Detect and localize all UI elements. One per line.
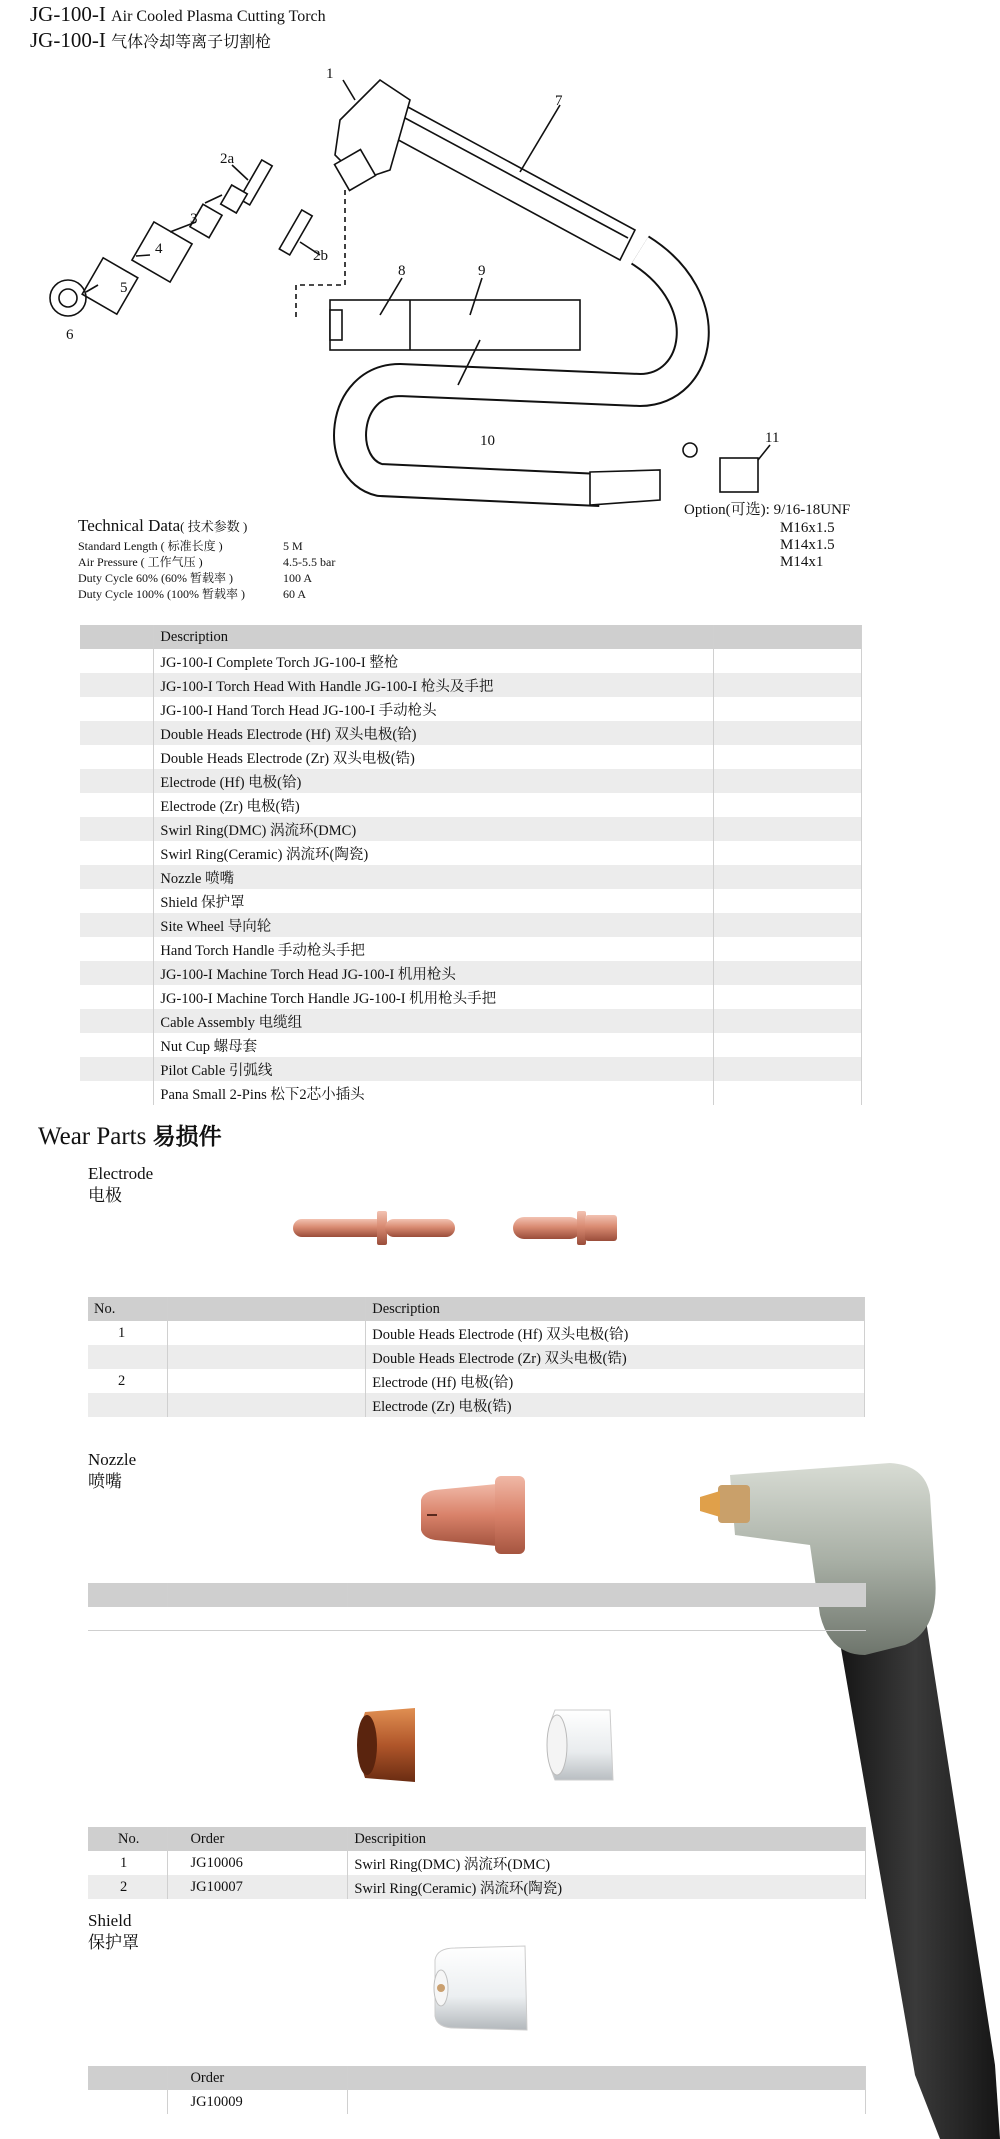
torch-head-photo (730, 1463, 936, 1655)
tech-key: Standard Length ( 标准长度 ) (78, 539, 223, 553)
row-description: Double Heads Electrode (Hf) 双头电极(铪) (366, 1321, 865, 1345)
shield-label-cn: 保护罩 (88, 1933, 139, 1952)
table-row (80, 937, 862, 961)
tech-title-cn: ( 技术参数 ) (180, 519, 248, 534)
row-description: Double Heads Electrode (Zr) 双头电极(锆) (366, 1345, 865, 1369)
shield-label (88, 1910, 139, 1954)
table-header-row (88, 1827, 866, 1851)
title-cn (30, 28, 271, 53)
tech-row (78, 570, 335, 586)
wear-parts-en: Wear Parts (38, 1123, 147, 1150)
row-description: Electrode (Zr) 电极(锆) (366, 1393, 865, 1417)
table-header-row (88, 1297, 865, 1321)
row-order: JG10006 (168, 1851, 348, 1875)
callout-3: 3 (190, 211, 198, 227)
table-row (80, 1033, 862, 1057)
nut-cup-shape (720, 458, 758, 492)
swirl-ring-table (88, 1827, 866, 1899)
torch-handle-shape (380, 100, 635, 260)
table-row (88, 1851, 866, 1875)
column-header-no: No. (88, 1827, 168, 1851)
table-row (80, 673, 862, 697)
callout-7: 7 (555, 93, 563, 109)
tech-key: Duty Cycle 100% (100% 暂载率 ) (78, 587, 245, 601)
callout-10: 10 (480, 433, 495, 449)
row-description: Hand Torch Handle 手动枪头手把 (154, 937, 714, 961)
table-header-row (88, 1583, 866, 1607)
row-description: Electrode (Zr) 电极(锆) (154, 793, 714, 817)
title-en-text: Air Cooled Plasma Cutting Torch (111, 8, 326, 25)
table-row (80, 865, 862, 889)
electrode-label (88, 1163, 153, 1207)
shield-table (88, 2066, 866, 2114)
option-block (684, 502, 850, 519)
table-row (80, 961, 862, 985)
table-row (80, 1057, 862, 1081)
table-row (88, 1393, 865, 1417)
row-description: Cable Assembly 电缆组 (154, 1009, 714, 1033)
row-description: Electrode (Hf) 电极(铪) (366, 1369, 865, 1393)
row-no: 2 (88, 1369, 168, 1393)
row-description: Swirl Ring(DMC) 涡流环(DMC) (154, 817, 714, 841)
row-no: 1 (88, 1851, 168, 1875)
nozzle-label-en: Nozzle (88, 1450, 137, 1469)
tech-row (78, 554, 335, 570)
electrode-label-cn: 电极 (88, 1186, 122, 1205)
table-header-row (80, 625, 862, 649)
option-value: M14x1.5 (780, 537, 835, 553)
table-row (80, 697, 862, 721)
table-row (80, 889, 862, 913)
shield-label-en: Shield (88, 1911, 132, 1930)
row-no: 1 (88, 1321, 168, 1345)
callout-1: 1 (326, 66, 334, 82)
row-description: JG-100-I Complete Torch JG-100-I 整枪 (154, 649, 714, 673)
row-description: Electrode (Hf) 电极(铪) (154, 769, 714, 793)
table-row (88, 1875, 866, 1899)
table-row (80, 913, 862, 937)
row-description: Swirl Ring(Ceramic) 涡流环(陶瓷) (154, 841, 714, 865)
option-label: Option(可选): (684, 502, 770, 518)
row-order: JG10007 (168, 1875, 348, 1899)
swirl-ring-images (345, 1700, 635, 1790)
table-row (88, 1321, 865, 1345)
option-value: M14x1 (780, 554, 824, 570)
callout-4: 4 (155, 241, 163, 257)
row-description: Double Heads Electrode (Zr) 双头电极(锆) (154, 745, 714, 769)
callout-2b: 2b (313, 248, 328, 264)
option-value: 9/16-18UNF (773, 502, 851, 518)
row-description: JG-100-I Machine Torch Head JG-100-I 机用枪头 (154, 961, 714, 985)
tech-title (78, 518, 335, 535)
nozzle-table (88, 1583, 866, 1607)
row-description: JG-100-I Torch Head With Handle JG-100-I 枪头及手把 (154, 673, 714, 697)
technical-data (78, 518, 335, 602)
row-description: Nozzle 喷嘴 (154, 865, 714, 889)
double-head-electrode (293, 1211, 455, 1245)
callout-9: 9 (478, 263, 486, 279)
tech-value: 5 M (283, 539, 303, 553)
nozzle-label (88, 1449, 136, 1493)
row-description: Pana Small 2-Pins 松下2芯小插头 (154, 1081, 714, 1105)
row-description: Site Wheel 导向轮 (154, 913, 714, 937)
callout-6: 6 (66, 327, 74, 343)
title-cn-text: 气体冷却等离子切割枪 (111, 34, 272, 51)
table-row (80, 769, 862, 793)
callout-5: 5 (120, 280, 128, 296)
electrode-label-en: Electrode (88, 1164, 154, 1183)
table-row (80, 1081, 862, 1105)
exploded-torch-diagram (0, 60, 1000, 530)
table-header-row (88, 2066, 866, 2090)
table-row (80, 721, 862, 745)
wear-parts-heading (38, 1118, 222, 1151)
column-header-order: Order (168, 2066, 348, 2090)
tech-row (78, 586, 335, 602)
electrode-table (88, 1297, 865, 1417)
tech-key: Air Pressure ( 工作气压 ) (78, 555, 203, 569)
column-header-no: No. (88, 1297, 168, 1321)
row-description: Swirl Ring(Ceramic) 涡流环(陶瓷) (348, 1875, 866, 1899)
tech-value: 100 A (283, 571, 313, 585)
table-row (80, 817, 862, 841)
row-description: JG-100-I Hand Torch Head JG-100-I 手动枪头 (154, 697, 714, 721)
table-row (80, 841, 862, 865)
table-row (88, 2090, 866, 2114)
tech-row (78, 538, 335, 554)
option-value: M16x1.5 (780, 520, 835, 536)
column-header-order: Order (168, 1827, 348, 1851)
title-cn-model: JG-100-I (30, 28, 106, 52)
tech-value: 60 A (283, 587, 307, 601)
row-no: 2 (88, 1875, 168, 1899)
tech-key: Duty Cycle 60% (60% 暂载率 ) (78, 571, 233, 585)
row-no (88, 1345, 168, 1369)
nozzle-image (415, 1470, 535, 1560)
table-row (88, 1345, 865, 1369)
wear-parts-cn: 易损件 (152, 1124, 222, 1150)
divider (88, 1630, 866, 1631)
table-row (80, 649, 862, 673)
parts-table (80, 625, 862, 1105)
row-description: Shield 保护罩 (154, 889, 714, 913)
swirl-ring-dmc (357, 1708, 415, 1782)
row-no (88, 1393, 168, 1417)
title-en-model: JG-100-I (30, 2, 106, 26)
table-row (80, 793, 862, 817)
table-row (80, 1009, 862, 1033)
callout-8: 8 (398, 263, 406, 279)
table-row (80, 745, 862, 769)
column-header-description: Description (366, 1297, 865, 1321)
torch-photo (690, 1455, 1000, 2139)
row-order: JG10009 (168, 2090, 348, 2114)
electrode-images (285, 1205, 645, 1255)
row-description: Pilot Cable 引弧线 (154, 1057, 714, 1081)
tech-value: 4.5-5.5 bar (283, 555, 336, 569)
callout-11: 11 (765, 430, 780, 446)
column-header-description: Description (154, 625, 714, 649)
nozzle-label-cn: 喷嘴 (88, 1472, 122, 1491)
column-header-description: Descripition (348, 1827, 866, 1851)
row-description: JG-100-I Machine Torch Handle JG-100-I 机用枪头手把 (154, 985, 714, 1009)
callout-2a: 2a (220, 151, 235, 167)
table-row (88, 1369, 865, 1393)
shield-image (425, 1940, 535, 2035)
table-row (80, 985, 862, 1009)
row-description: Nut Cup 螺母套 (154, 1033, 714, 1057)
single-electrode (513, 1211, 617, 1245)
machine-handle-shape (330, 300, 580, 350)
row-description: Swirl Ring(DMC) 涡流环(DMC) (348, 1851, 866, 1875)
row-description: Double Heads Electrode (Hf) 双头电极(铪) (154, 721, 714, 745)
swirl-ring-ceramic (547, 1710, 613, 1780)
title-en (30, 2, 326, 27)
tech-title-en: Technical Data (78, 516, 181, 535)
